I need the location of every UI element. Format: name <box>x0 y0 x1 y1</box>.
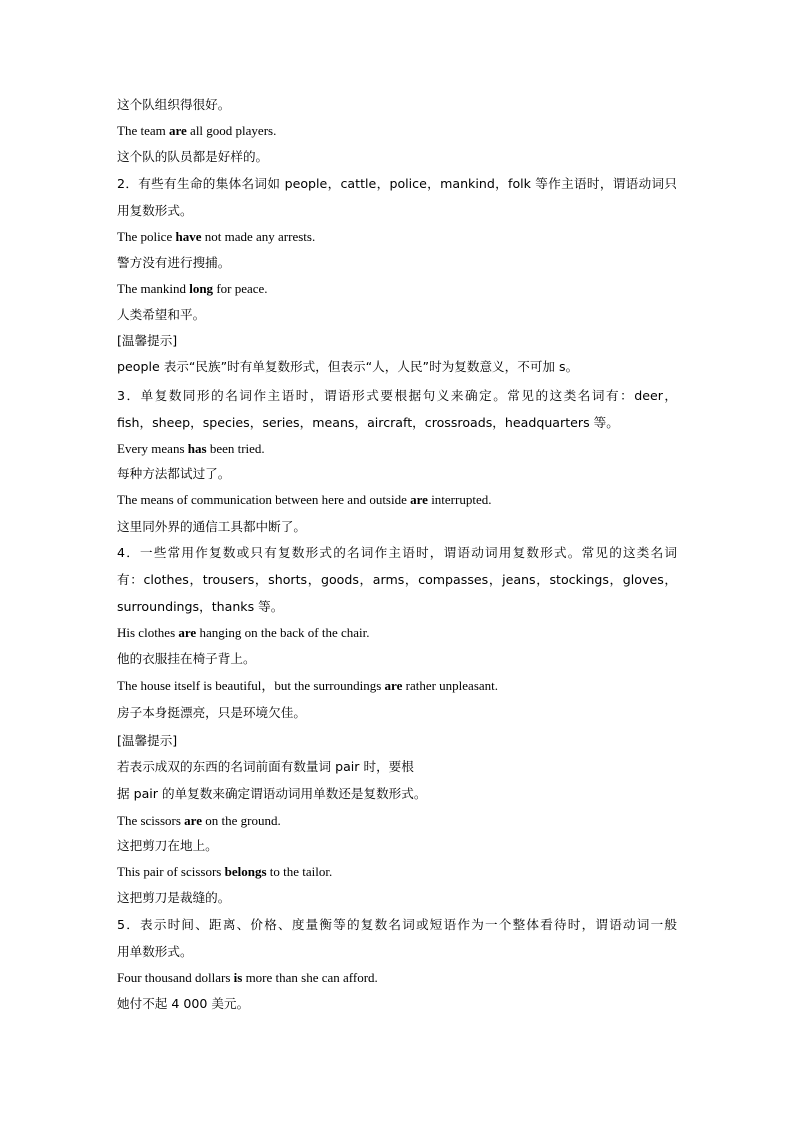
emphasized-verb: long <box>189 281 214 296</box>
emphasized-verb: are <box>184 813 202 828</box>
tip-text: people 表示“民族”时有单复数形式，但表示“人，人民”时为复数意义，不可加 s。 <box>117 359 579 374</box>
tip-label: [温馨提示] <box>117 333 178 348</box>
text-line: 这个队组织得很好。 <box>117 97 231 112</box>
rule-heading-4: 4．一些常用作复数或只有复数形式的名词作主语时，谓语动词用复数形式。常见的这类名词 <box>117 545 677 560</box>
example-sentence: Every means has been tried. <box>117 441 265 456</box>
emphasized-verb: are <box>384 678 403 693</box>
example-sentence: His clothes are hanging on the back of the chair. <box>117 625 370 640</box>
translation-line: 这把剪刀在地上。 <box>117 838 218 853</box>
rule-heading-3: 3．单复数同形的名词作主语时，谓语形式要根据句义来确定。常见的这类名词有：deer， <box>117 388 677 403</box>
emphasized-verb: are <box>410 492 428 507</box>
emphasized-verb: have <box>175 229 202 244</box>
example-sentence: The scissors are on the ground. <box>117 813 281 828</box>
translation-line: 警方没有进行搜捕。 <box>117 255 231 270</box>
example-sentence: The means of communication between here and outside are interrupted. <box>117 492 492 507</box>
translation-line: 每种方法都试过了。 <box>117 466 231 481</box>
text-line: surroundings，thanks 等。 <box>117 599 284 614</box>
text-line: fish，sheep，species，series，means，aircraft，crossroads，headquarters 等。 <box>117 415 619 430</box>
example-sentence: This pair of scissors belongs to the tailor. <box>117 864 333 879</box>
translation-line: 这个队的队员都是好样的。 <box>117 149 269 164</box>
translation-line: 房子本身挺漂亮，只是环境欠佳。 <box>117 705 306 720</box>
example-sentence: The police have not made any arrests. <box>117 229 316 244</box>
rule-heading-2: 2．有些有生命的集体名词如 people，cattle，police，mankind，folk 等作主语时，谓语动词只 <box>117 176 677 191</box>
text-line: 用复数形式。 <box>117 203 193 218</box>
tip-label: [温馨提示] <box>117 733 178 748</box>
example-sentence: The team are all good players. <box>117 123 277 138</box>
text-line: 用单数形式。 <box>117 944 193 959</box>
translation-line: 她付不起 4 000 美元。 <box>117 996 250 1011</box>
emphasized-verb: belongs <box>224 864 267 879</box>
translation-line: 这里同外界的通信工具都中断了。 <box>117 519 306 534</box>
example-sentence: The mankind long for peace. <box>117 281 268 296</box>
tip-text: 若表示成双的东西的名词前面有数量词 pair 时，要根 <box>117 759 414 774</box>
translation-line: 这把剪刀是裁缝的。 <box>117 890 231 905</box>
translation-line: 人类希望和平。 <box>117 307 206 322</box>
translation-line: 他的衣服挂在椅子背上。 <box>117 651 256 666</box>
tip-text: 据 pair 的单复数来确定谓语动词用单数还是复数形式。 <box>117 786 427 801</box>
text-line: 有：clothes，trousers，shorts，goods，arms，compasses，jeans，stockings，gloves， <box>117 572 677 587</box>
emphasized-verb: are <box>178 625 197 640</box>
emphasized-verb: is <box>233 970 243 985</box>
emphasized-verb: has <box>187 441 207 456</box>
example-sentence: Four thousand dollars is more than she can afford. <box>117 970 378 985</box>
rule-heading-5: 5．表示时间、距离、价格、度量衡等的复数名词或短语作为一个整体看待时，谓语动词一般 <box>117 917 677 932</box>
example-sentence: The house itself is beautiful，but the surroundings are rather unpleasant. <box>117 678 499 693</box>
emphasized-verb: are <box>168 123 187 138</box>
